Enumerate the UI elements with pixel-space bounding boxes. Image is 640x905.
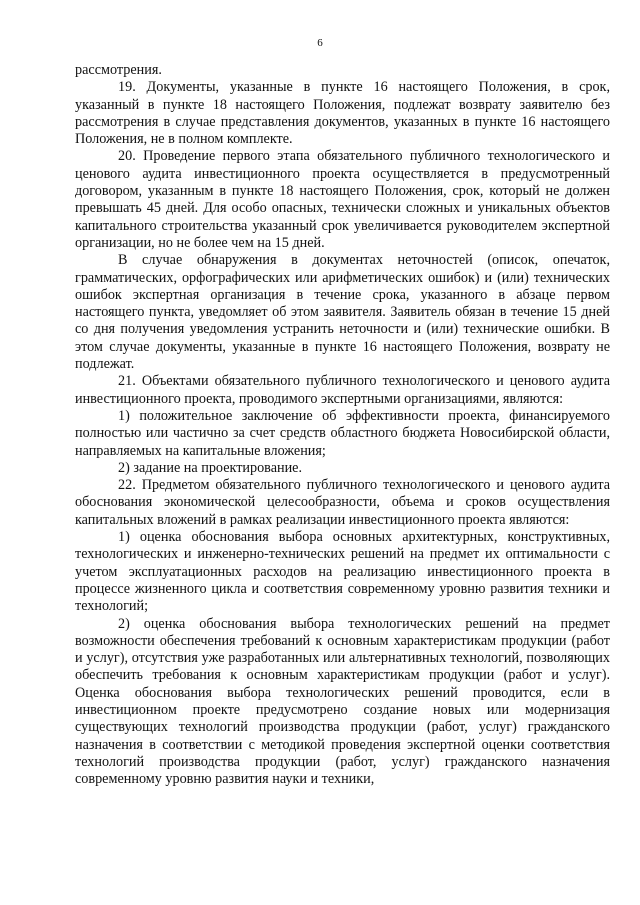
paragraph-item-22: 22. Предметом обязательного публичного технологического и ценового аудита обоснования экономической целесообразности, объема и сроков осуществления капитальных вложений в рамках реализации инвестиционного проекта являются: (75, 477, 610, 528)
paragraph-item-21-sub-1: 1) положительное заключение об эффективности проекта, финансируемого полностью или частично за счет средств областного бюджета Новосибирской области, направляемых на капитальные вложения; (75, 407, 610, 459)
paragraph-item-21: 21. Объектами обязательного публичного технологического и ценового аудита инвестиционного проекта, проводимого экспертными организациями, являются: (75, 373, 610, 407)
paragraph-item-22-sub-1: 1) оценка обоснования выбора основных архитектурных, конструктивных, технологических и инженерно-технических решений на предмет их оптимальности с учетом эксплуатационных расходов на реализацию инвестиционного проекта в процессе жизненного цикла и соответствия современному уровню развития техники и технологий; (75, 529, 610, 615)
paragraph-item-21-sub-2: 2) задание на проектирование. (118, 459, 303, 476)
paragraph-continuation: рассмотрения. (75, 62, 162, 78)
document-body (75, 62, 610, 788)
paragraph-item-20: 20. Проведение первого этапа обязательного публичного технологического и ценового аудита инвестиционного проекта осуществляется в предусмотренный договором, указанным в пункте 18 настоящего Положения, срок, который не должен превышать 45 дней. Для особо опасных, технически сложных и уникальных объектов капитального строительства указанный срок увеличивается руководителем экспертной организации, но не более чем на 15 дней. (75, 148, 610, 251)
paragraph-item-20-second: В случае обнаружения в документах неточностей (описок, опечаток, грамматических, орфографических или арифметических ошибок) и (или) технических ошибок экспертная организация в течение срока, указанного в абзаце первом настоящего пункта, уведомляет об этом заявителя. Заявитель обязан в течение 15 дней со дня получения уведомления устранить неточности и (или) технические ошибки. В этом случае документы, указанные в пункте 16 настоящего Положения, возврату не подлежат. (75, 252, 610, 373)
paragraph-item-19: 19. Документы, указанные в пункте 16 настоящего Положения, в срок, указанный в пункте 18 настоящего Положения, подлежат возврату заявителю без рассмотрения в случае представления документов, указанных в пункте 16 настоящего Положения, не в полном комплекте. (75, 79, 610, 148)
paragraph-item-22-sub-2: 2) оценка обоснования выбора технологических решений на предмет возможности обеспечения требований к основным характеристикам продукции (работ и услуг), отсутствия уже разработанных или альтернативных технологий, позволяющих обеспечить требования к основным характеристикам продукции (работ и услуг). Оценка обоснования выбора технологических решений проводится, если в инвестиционном проекте предусмотрено создание новых или модернизация существующих технологий производства продукции (работ, услуг) гражданского назначения в соответствии с методикой проведения экспертной оценки соответствия технологий производства продукции (работ, услуг) гражданского назначения современному уровню развития науки и техники, (75, 615, 610, 788)
page-number: 6 (317, 37, 323, 49)
